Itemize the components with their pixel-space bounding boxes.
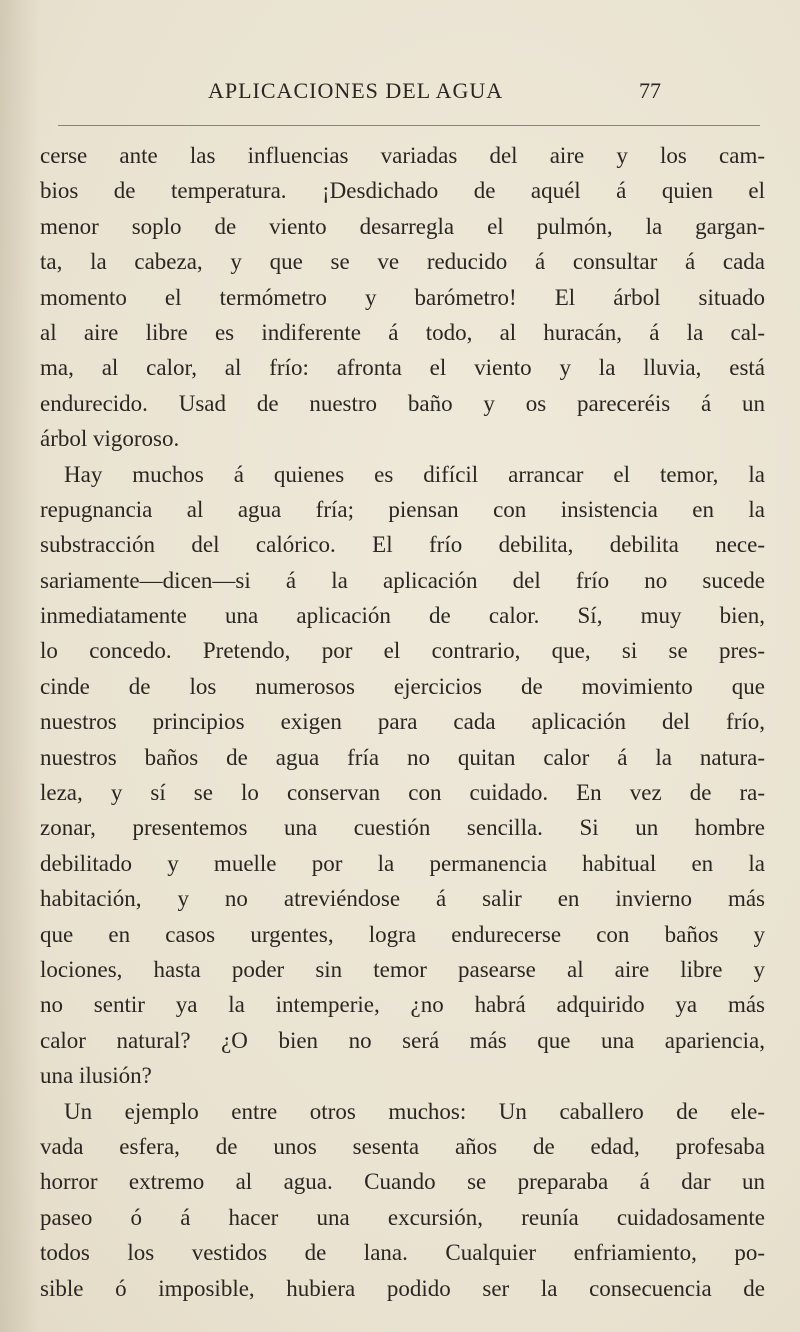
text-line: Hay muchos á quienes es difícil arrancar el temor, la	[64, 461, 765, 487]
text-line: vada esfera, de unos sesenta años de edad, profesaba	[40, 1133, 765, 1159]
body-text	[40, 138, 765, 1306]
text-line: al aire libre es indiferente á todo, al huracán, á la cal-	[40, 319, 765, 345]
text-line: ta, la cabeza, y que se ve reducido á consultar á cada	[40, 249, 765, 275]
text-line: árbol vigoroso.	[40, 426, 180, 452]
header-rule	[58, 125, 760, 126]
text-line: nuestros principios exigen para cada aplicación del frío,	[40, 709, 765, 735]
text-line: repugnancia al agua fría; piensan con insistencia en la	[40, 496, 765, 522]
text-line: endurecido. Usad de nuestro baño y os pareceréis á un	[40, 390, 765, 416]
text-line: substracción del calórico. El frío debilita, debilita nece-	[40, 532, 765, 558]
text-line: horror extremo al agua. Cuando se preparaba á dar un	[40, 1169, 765, 1195]
text-line: inmediatamente una aplicación de calor. Sí, muy bien,	[40, 603, 765, 629]
text-line: cinde de los numerosos ejercicios de movimiento que	[40, 673, 765, 699]
text-line: no sentir ya la intemperie, ¿no habrá adquirido ya más	[40, 992, 765, 1018]
page-number: 77	[639, 78, 661, 103]
text-line: nuestros baños de agua fría no quitan calor á la natura-	[40, 744, 765, 770]
text-line: sible ó imposible, hubiera podido ser la consecuencia de	[40, 1275, 765, 1301]
text-line: todos los vestidos de lana. Cualquier enfriamiento, po-	[40, 1240, 765, 1266]
text-line: leza, y sí se lo conservan con cuidado. En vez de ra-	[40, 780, 765, 806]
text-line: habitación, y no atreviéndose á salir en invierno más	[40, 886, 765, 912]
text-line: menor soplo de viento desarregla el pulmón, la gargan-	[40, 213, 765, 239]
text-line: cerse ante las influencias variadas del aire y los cam-	[40, 143, 765, 168]
text-line: una ilusión?	[40, 1063, 152, 1089]
text-line: bios de temperatura. ¡Desdichado de aquél á quien el	[40, 178, 765, 204]
running-title: APLICACIONES DEL AGUA	[208, 78, 504, 103]
text-line: lociones, hasta poder sin temor pasearse al aire libre y	[40, 956, 765, 982]
text-line: calor natural? ¿O bien no será más que una apariencia,	[40, 1027, 765, 1053]
text-line: que en casos urgentes, logra endurecerse con baños y	[40, 921, 765, 947]
text-line: momento el termómetro y barómetro! El árbol situado	[40, 284, 765, 310]
page-header	[0, 78, 800, 118]
text-line: debilitado y muelle por la permanencia habitual en la	[40, 850, 765, 876]
text-line: ma, al calor, al frío: afronta el viento y la lluvia, está	[40, 355, 765, 381]
text-line: paseo ó á hacer una excursión, reunía cuidadosamente	[40, 1204, 765, 1230]
text-line: zonar, presentemos una cuestión sencilla. Si un hombre	[40, 815, 765, 841]
text-line: lo concedo. Pretendo, por el contrario, que, si se pres-	[40, 638, 765, 664]
text-line: sariamente—dicen—si á la aplicación del frío no sucede	[40, 567, 765, 593]
text-line: Un ejemplo entre otros muchos: Un caballero de ele-	[64, 1098, 765, 1124]
